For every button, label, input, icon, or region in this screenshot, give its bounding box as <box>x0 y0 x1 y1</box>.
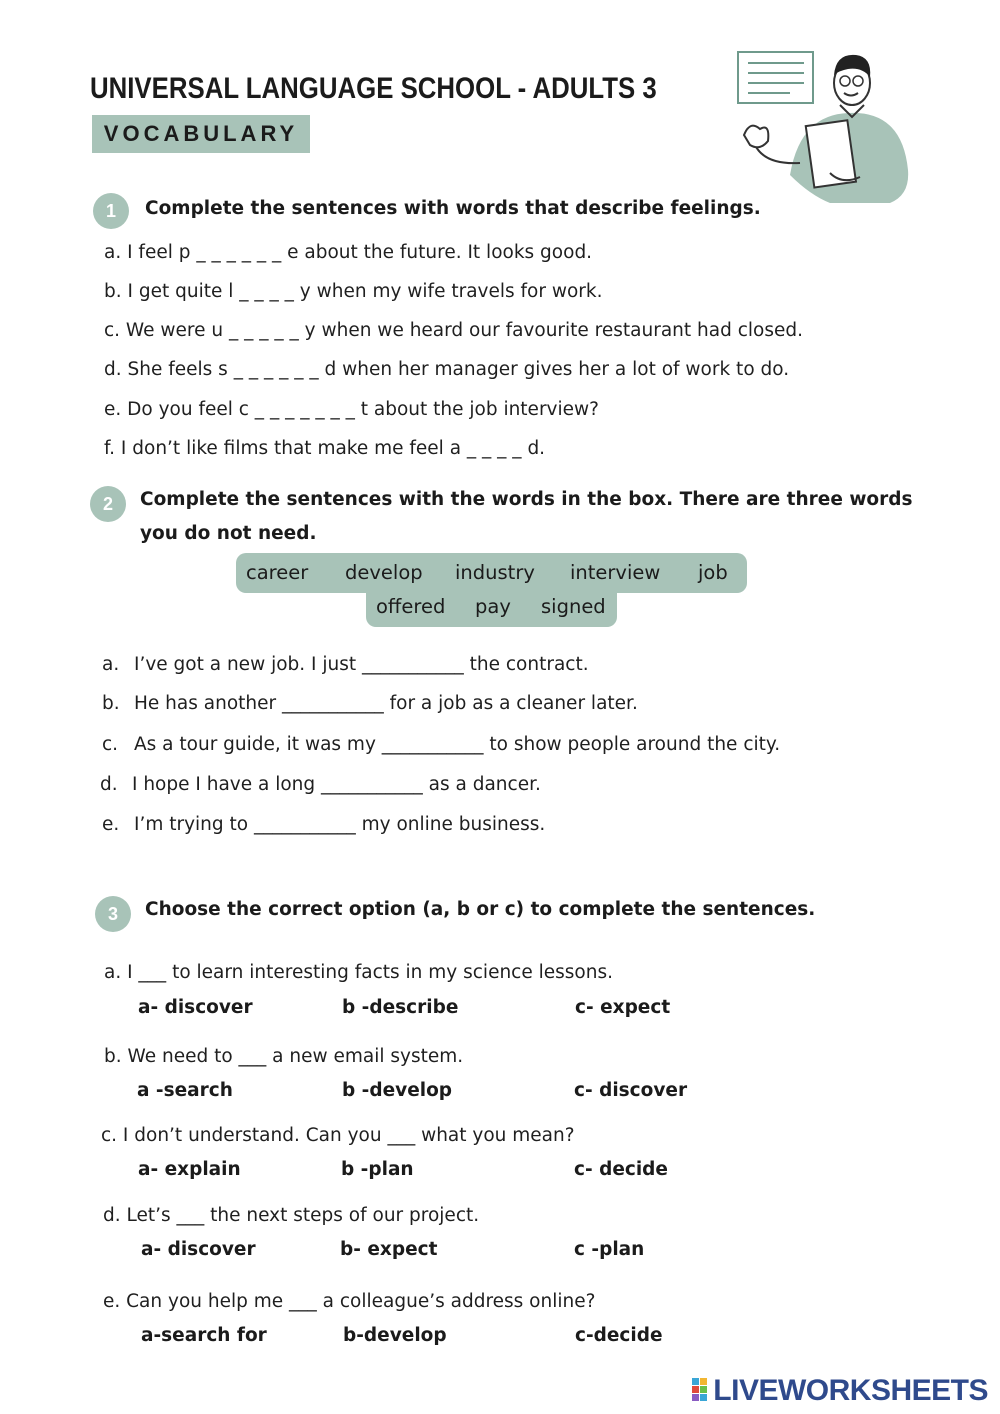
option-3e-a: a-search for <box>141 1325 267 1346</box>
option-3a-c: c- expect <box>575 997 671 1018</box>
section2-instruction-line1: Complete the sentences with the words in the box. There are three words <box>140 489 913 510</box>
option-3e-b: b-develop <box>343 1325 447 1346</box>
section2-instruction-line2: you do not need. <box>140 523 317 544</box>
option-3a-b: b -describe <box>342 997 459 1018</box>
footer-brand[interactable]: LIVEWORKSHEETS <box>713 1374 988 1407</box>
question-3e: e. Can you help me ___ a colleague’s address online? <box>103 1291 596 1312</box>
word-box-item: develop <box>345 561 423 584</box>
sentence-1f: f. I don’t like films that make me feel a _ _ _ _ d. <box>104 438 546 459</box>
option-3d-b: b- expect <box>340 1239 438 1260</box>
sentence-2d: I hope I have a long ___________ as a dancer. <box>132 774 541 795</box>
sentence-2d-letter: d. <box>100 774 118 795</box>
sentence-2a-letter: a. <box>102 654 120 675</box>
teacher-illustration <box>730 45 920 210</box>
section1-instruction: Complete the sentences with words that describe feelings. <box>145 198 761 219</box>
option-3d-c: c -plan <box>574 1239 645 1260</box>
option-3b-c: c- discover <box>574 1080 688 1101</box>
word-box-item: job <box>698 561 728 584</box>
question-3b: b. We need to ___ a new email system. <box>104 1046 464 1067</box>
sentence-2c: As a tour guide, it was my ___________ to show people around the city. <box>134 734 781 755</box>
question-3d: d. Let’s ___ the next steps of our project. <box>103 1205 480 1226</box>
sentence-2e: I’m trying to ___________ my online business. <box>134 814 546 835</box>
option-3c-a: a- explain <box>138 1159 241 1180</box>
option-3c-c: c- decide <box>574 1159 668 1180</box>
option-3b-a: a -search <box>137 1080 233 1101</box>
sentence-1b: b. I get quite l _ _ _ _ y when my wife travels for work. <box>104 281 603 302</box>
option-3e-c: c-decide <box>575 1325 663 1346</box>
question-3a: a. I ___ to learn interesting facts in my science lessons. <box>104 962 613 983</box>
sentence-1c: c. We were u _ _ _ _ _ y when we heard our favourite restaurant had closed. <box>104 320 803 341</box>
section3-instruction: Choose the correct option (a, b or c) to complete the sentences. <box>145 899 816 920</box>
sentence-2a: I’ve got a new job. I just ___________ the contract. <box>134 654 589 675</box>
section-tag: VOCABULARY <box>92 115 310 153</box>
sentence-2b: He has another ___________ for a job as a cleaner later. <box>134 693 638 714</box>
sentence-1e: e. Do you feel c _ _ _ _ _ _ _ t about the job interview? <box>104 399 599 420</box>
section-number-1: 1 <box>93 193 129 229</box>
option-3a-a: a- discover <box>138 997 253 1018</box>
word-box-item: industry <box>455 561 535 584</box>
presentation-board-icon <box>738 52 813 103</box>
option-3c-b: b -plan <box>341 1159 414 1180</box>
question-3c: c. I don’t understand. Can you ___ what you mean? <box>101 1125 575 1146</box>
word-box-item: interview <box>570 561 661 584</box>
page-title: UNIVERSAL LANGUAGE SCHOOL - ADULTS 3 <box>90 72 657 105</box>
word-box-item: pay <box>475 595 511 618</box>
sentence-1d: d. She feels s _ _ _ _ _ _ d when her manager gives her a lot of work to do. <box>104 359 790 380</box>
word-box-row2 <box>366 587 617 627</box>
sentence-1a: a. I feel p _ _ _ _ _ _ e about the future. It looks good. <box>104 242 593 263</box>
option-3b-b: b -develop <box>342 1080 453 1101</box>
option-3d-a: a- discover <box>141 1239 256 1260</box>
sentence-2b-letter: b. <box>102 693 120 714</box>
section-number-3: 3 <box>95 896 131 932</box>
word-box-item: offered <box>376 595 446 618</box>
sentence-2c-letter: c. <box>102 734 119 755</box>
sentence-2e-letter: e. <box>102 814 120 835</box>
word-box-item: career <box>246 561 309 584</box>
word-box-item: signed <box>541 595 606 618</box>
section-number-2: 2 <box>90 486 126 522</box>
